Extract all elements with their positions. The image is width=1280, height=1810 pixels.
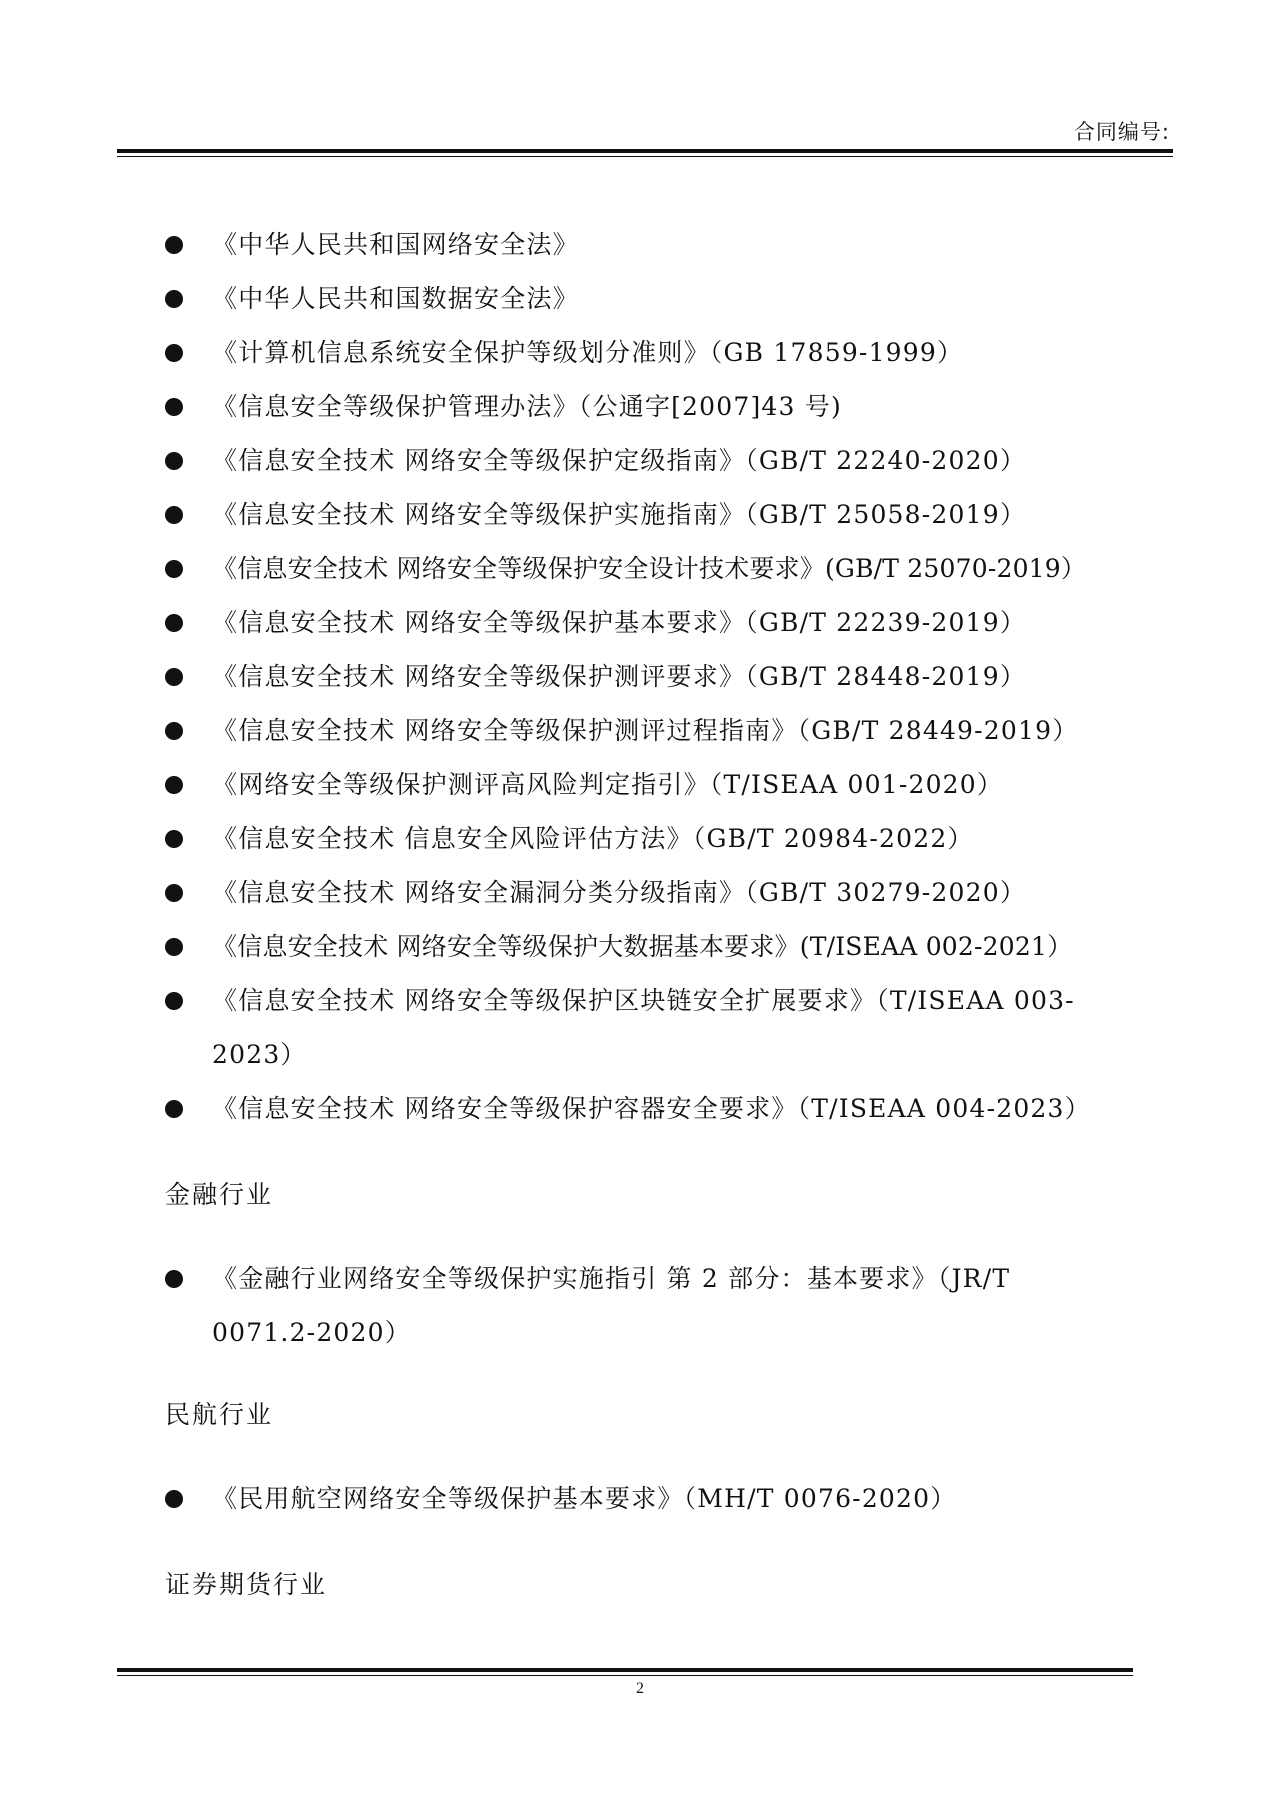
section-heading-aviation: 民航行业	[165, 1400, 274, 1429]
footer-rule-thin	[117, 1675, 1133, 1676]
list-item: 《民用航空网络安全等级保护基本要求》（MH/T 0076-2020）	[212, 1484, 957, 1513]
bullet-icon	[165, 668, 183, 686]
footer-rule-thick	[117, 1668, 1133, 1672]
bullet-icon	[165, 560, 183, 578]
bullet-icon	[165, 722, 183, 740]
list-item: 《信息安全技术 网络安全等级保护定级指南》（GB/T 22240-2020）	[212, 446, 1027, 475]
bullet-icon	[165, 1270, 183, 1288]
bullet-icon	[165, 614, 183, 632]
bullet-icon	[165, 938, 183, 956]
list-item: 《计算机信息系统安全保护等级划分准则》（GB 17859-1999）	[212, 338, 964, 367]
list-item: 《信息安全技术 网络安全漏洞分类分级指南》（GB/T 30279-2020）	[212, 878, 1027, 907]
list-item: 《信息安全技术 网络安全等级保护测评要求》（GB/T 28448-2019）	[212, 662, 1027, 691]
bullet-icon	[165, 398, 183, 416]
section-heading-securities: 证券期货行业	[165, 1570, 328, 1599]
bullet-icon	[165, 830, 183, 848]
bullet-icon	[165, 1490, 183, 1508]
list-item: 《信息安全技术 网络安全等级保护测评过程指南》（GB/T 28449-2019）	[212, 716, 1079, 745]
page-number: 2	[636, 1680, 644, 1697]
list-item: 《信息安全技术 网络安全等级保护实施指南》（GB/T 25058-2019）	[212, 500, 1027, 529]
list-item: 《信息安全技术 网络安全等级保护容器安全要求》（T/ISEAA 004-2023）	[212, 1094, 1091, 1123]
bullet-icon	[165, 776, 183, 794]
section-heading-finance: 金融行业	[165, 1180, 274, 1209]
list-item: 《信息安全等级保护管理办法》（公通字[2007]43 号)	[212, 392, 842, 421]
list-item: 《中华人民共和国网络安全法》	[212, 230, 579, 259]
header-rule-thin	[117, 156, 1173, 157]
header-rule-thick	[117, 149, 1173, 153]
bullet-icon	[165, 344, 183, 362]
list-item: 《信息安全技术 网络安全等级保护区块链安全扩展要求》（T/ISEAA 003-2023）	[212, 986, 1075, 1069]
list-item: 《金融行业网络安全等级保护实施指引 第 2 部分：基本要求》（JR/T 0071.2-2020）	[212, 1264, 1011, 1347]
bullet-icon	[165, 290, 183, 308]
list-item: 《信息安全技术 信息安全风险评估方法》（GB/T 20984-2022）	[212, 824, 974, 853]
bullet-icon	[165, 1100, 183, 1118]
contract-number-label: 合同编号:	[1073, 120, 1170, 144]
list-item: 《信息安全技术 网络安全等级保护安全设计技术要求》(GB/T 25070-2019）	[212, 554, 1087, 583]
bullet-icon	[165, 992, 183, 1010]
list-item: 《信息安全技术 网络安全等级保护大数据基本要求》(T/ISEAA 002-2021）	[212, 932, 1073, 961]
bullet-icon	[165, 452, 183, 470]
list-item: 《信息安全技术 网络安全等级保护基本要求》（GB/T 22239-2019）	[212, 608, 1027, 637]
bullet-icon	[165, 884, 183, 902]
list-item: 《网络安全等级保护测评高风险判定指引》（T/ISEAA 001-2020）	[212, 770, 1004, 799]
bullet-icon	[165, 506, 183, 524]
list-item: 《中华人民共和国数据安全法》	[212, 284, 579, 313]
bullet-icon	[165, 236, 183, 254]
